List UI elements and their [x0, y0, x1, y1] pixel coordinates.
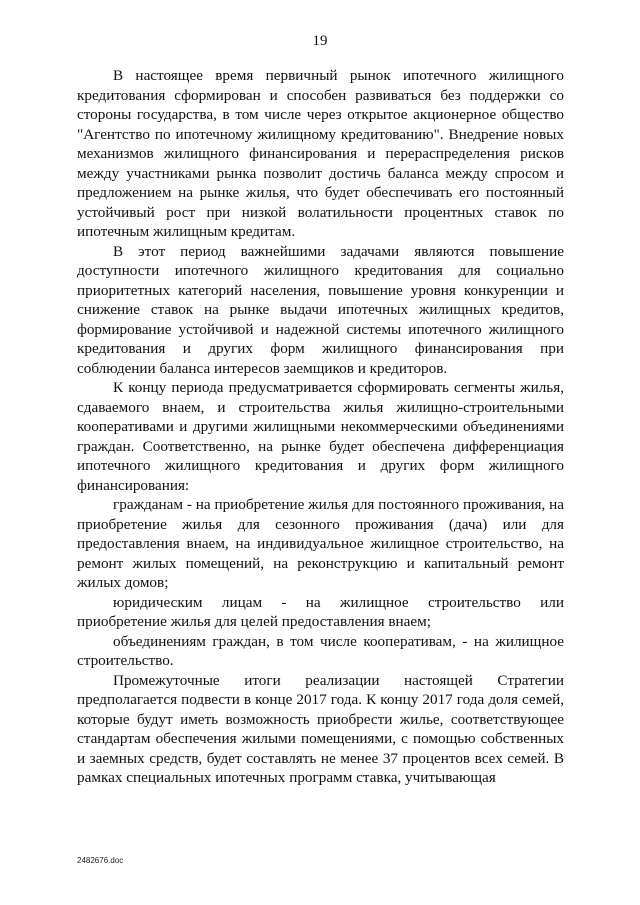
document-body	[77, 66, 564, 788]
paragraph: К концу периода предусматривается сформировать сегменты жилья, сдаваемого внаем, и строительства жилья жилищно-строительными кооперативами и другими жилищными некоммерческими объединениями граждан. Соответственно, на рынке будет обеспечена дифференциация ипотечного жилищного кредитования и других форм жилищного финансирования:	[77, 379, 564, 494]
paragraph: В настоящее время первичный рынок ипотечного жилищного кредитования сформирован и способен развиваться без поддержки со стороны государства, в том числе через открытое акционерное общество "Агентство по ипотечному жилищному кредитованию". Внедрение новых механизмов жилищного финансирования и перераспределения рисков между участниками рынка позволит достичь баланса между спросом и предложением на рынке жилья, что будет обеспечивать его постоянный устойчивый рост при низкой волатильности процентных ставок по ипотечным жилищным кредитам.	[77, 67, 564, 240]
list-item: юридическим лицам - на жилищное строительство или приобретение жилья для целей предоставления внаем;	[77, 593, 564, 630]
file-name-footer: 2482676.doc	[77, 856, 124, 865]
list-item: объединениям граждан, в том числе кооперативам, - на жилищное строительство.	[77, 632, 564, 669]
page-number: 19	[312, 33, 328, 49]
paragraph: В этот период важнейшими задачами являются повышение доступности ипотечного жилищного кредитования для социально приоритетных категорий населения, повышение уровня конкуренции и снижение ставок на рынке выдачи ипотечных жилищных кредитов, формирование устойчивой и надежной системы ипотечного жилищного кредитования и других форм жилищного финансирования при соблюдении баланса интересов заемщиков и кредиторов.	[77, 242, 564, 377]
paragraph: Промежуточные итоги реализации настоящей Стратегии предполагается подвести в конце 2017 года. К концу 2017 года доля семей, которые будут иметь возможность приобрести жилье, соответствующее стандартам обеспечения жилыми помещениями, с помощью собственных и заемных средств, будет составлять не менее 37 процентов всех семей. В рамках специальных ипотечных программ ставка, учитывающая	[77, 671, 564, 786]
list-item: гражданам - на приобретение жилья для постоянного проживания, на приобретение жилья для сезонного проживания (дача) или для предоставления внаем, на индивидуальное жилищное строительство, на ремонт жилых помещений, на реконструкцию и капитальный ремонт жилых домов;	[77, 496, 564, 591]
